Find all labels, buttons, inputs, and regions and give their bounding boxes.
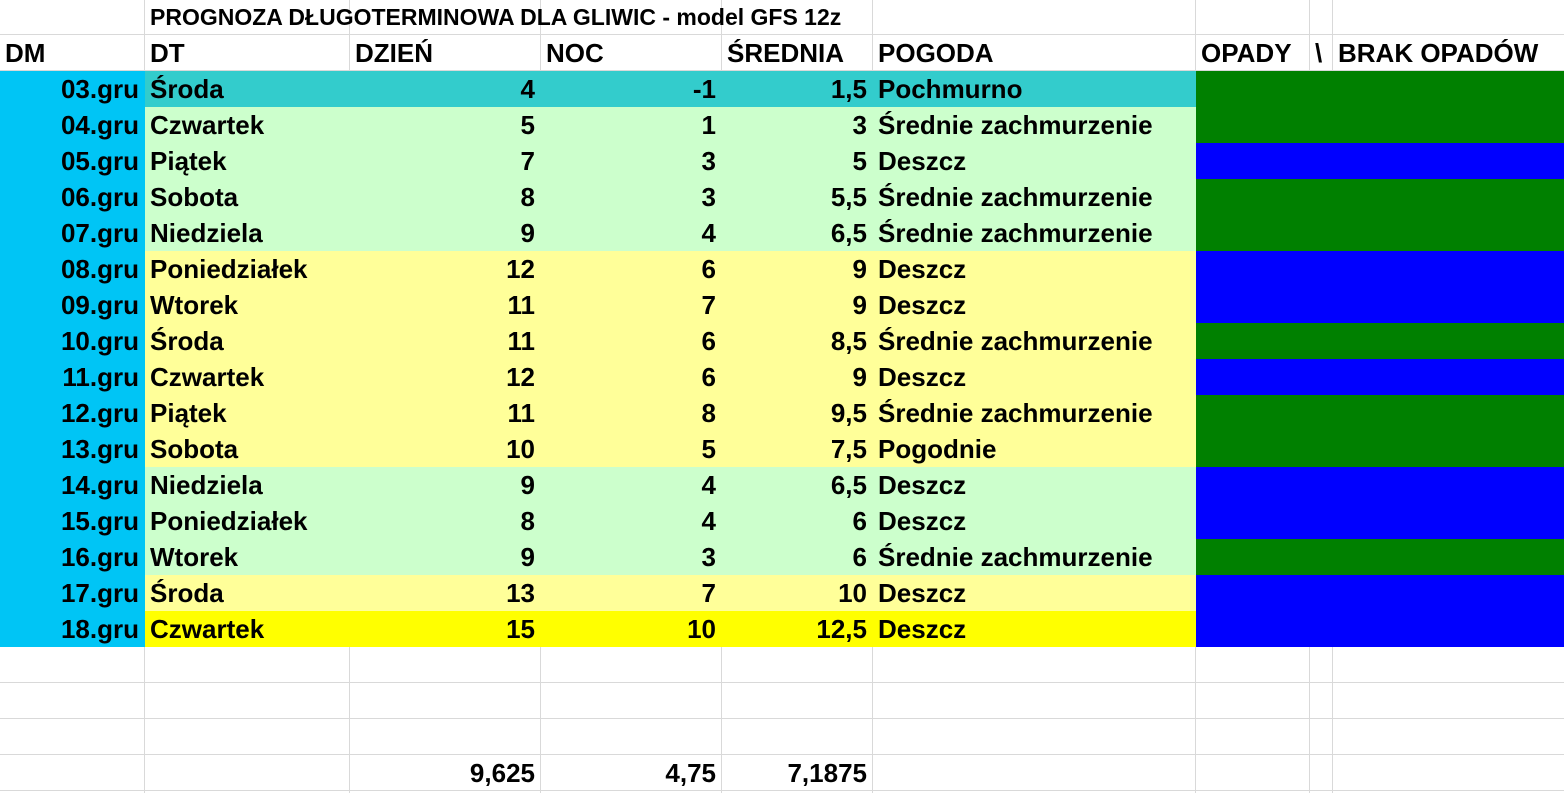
cell-night-temp[interactable]: 4 (701, 505, 716, 536)
cell-day-temp[interactable]: 5 (520, 109, 535, 140)
cell-precip-indicator[interactable] (1196, 575, 1564, 611)
header-no-precip: BRAK OPADÓW (1338, 37, 1539, 68)
cell-day-temp[interactable]: 4 (520, 73, 535, 104)
cell-night-temp[interactable]: 6 (701, 325, 716, 356)
cell-weekday[interactable]: Środa (150, 73, 224, 104)
cell-precip-indicator[interactable] (1196, 179, 1564, 215)
cell-night-temp[interactable]: 7 (701, 289, 716, 320)
header-separator: \ (1315, 37, 1323, 68)
cell-day-temp[interactable]: 11 (507, 397, 535, 428)
cell-day-temp[interactable]: 11 (507, 289, 535, 320)
cell-weather[interactable]: Deszcz (878, 289, 967, 320)
cell-night-temp[interactable]: 6 (701, 361, 716, 392)
cell-precip-indicator[interactable] (1196, 503, 1564, 539)
cell-day-temp[interactable]: 8 (520, 181, 535, 212)
cell-date[interactable]: 09.gru (60, 289, 139, 320)
cell-weekday[interactable]: Czwartek (150, 361, 265, 392)
cell-date[interactable]: 04.gru (60, 109, 139, 140)
cell-date[interactable]: 15.gru (60, 505, 139, 536)
cell-avg-temp[interactable]: 7,5 (830, 433, 867, 464)
cell-date[interactable]: 11.gru (62, 361, 139, 392)
cell-night-temp[interactable]: 7 (701, 577, 716, 608)
cell-weekday[interactable]: Piątek (150, 145, 227, 176)
cell-date[interactable]: 14.gru (60, 469, 139, 500)
cell-weekday[interactable]: Wtorek (150, 541, 239, 572)
gridline-horizontal (0, 718, 1564, 719)
cell-weather[interactable]: Średnie zachmurzenie (878, 217, 1153, 248)
cell-avg-temp[interactable]: 6 (852, 505, 867, 536)
total-day-avg[interactable]: 9,625 (469, 757, 535, 788)
cell-day-temp[interactable]: 15 (506, 613, 535, 644)
cell-weather[interactable]: Średnie zachmurzenie (878, 541, 1153, 572)
cell-weekday[interactable]: Środa (150, 325, 224, 356)
cell-night-temp[interactable]: 6 (701, 253, 716, 284)
cell-avg-temp[interactable]: 10 (838, 577, 867, 608)
cell-night-temp[interactable]: 3 (701, 145, 716, 176)
cell-precip-indicator[interactable] (1196, 71, 1564, 107)
cell-precip-indicator[interactable] (1196, 215, 1564, 251)
cell-avg-temp[interactable]: 12,5 (816, 613, 867, 644)
cell-weekday[interactable]: Poniedziałek (150, 505, 308, 536)
cell-avg-temp[interactable]: 9,5 (830, 397, 867, 428)
header-avg: ŚREDNIA (727, 37, 845, 68)
cell-day-temp[interactable]: 9 (520, 217, 535, 248)
cell-weather[interactable]: Pochmurno (878, 73, 1023, 104)
cell-weekday[interactable]: Czwartek (150, 109, 265, 140)
cell-night-temp[interactable]: 4 (701, 469, 716, 500)
total-night-avg[interactable]: 4,75 (665, 757, 716, 788)
cell-precip-indicator[interactable] (1196, 143, 1564, 179)
cell-avg-temp[interactable]: 9 (852, 253, 867, 284)
cell-weather[interactable]: Deszcz (878, 361, 967, 392)
cell-day-temp[interactable]: 8 (520, 505, 535, 536)
cell-avg-temp[interactable]: 6 (852, 541, 867, 572)
cell-weekday[interactable]: Niedziela (150, 217, 263, 248)
header-dm: DM (5, 37, 46, 68)
cell-weather[interactable]: Średnie zachmurzenie (878, 181, 1153, 212)
cell-date[interactable]: 07.gru (60, 217, 139, 248)
cell-avg-temp[interactable]: 5 (852, 145, 867, 176)
cell-weekday[interactable]: Piątek (150, 397, 227, 428)
cell-date[interactable]: 03.gru (60, 73, 139, 104)
cell-weekday[interactable]: Sobota (150, 433, 239, 464)
cell-date[interactable]: 05.gru (60, 145, 139, 176)
cell-precip-indicator[interactable] (1196, 287, 1564, 323)
cell-day-temp[interactable]: 10 (506, 433, 535, 464)
cell-night-temp[interactable]: 3 (701, 541, 716, 572)
cell-night-temp[interactable]: 10 (687, 613, 716, 644)
cell-weather[interactable]: Pogodnie (878, 433, 997, 464)
sheet-title: PROGNOZA DŁUGOTERMINOWA DLA GLIWIC - model GFS 12z (150, 4, 842, 30)
header-day: DZIEŃ (355, 37, 433, 68)
cell-weather[interactable]: Deszcz (878, 613, 967, 644)
cell-avg-temp[interactable]: 6,5 (830, 469, 867, 500)
total-overall-avg[interactable]: 7,1875 (787, 757, 867, 788)
cell-weekday[interactable]: Czwartek (150, 613, 265, 644)
cell-weekday[interactable]: Niedziela (150, 469, 263, 500)
cell-weather[interactable]: Średnie zachmurzenie (878, 325, 1153, 356)
cell-day-temp[interactable]: 12 (506, 361, 535, 392)
cell-night-temp[interactable]: -1 (692, 73, 716, 104)
header-night: NOC (546, 37, 604, 68)
cell-avg-temp[interactable]: 9 (852, 361, 867, 392)
cell-precip-indicator[interactable] (1196, 323, 1564, 359)
cell-date[interactable]: 08.gru (60, 253, 139, 284)
cell-avg-temp[interactable]: 5,5 (830, 181, 867, 212)
cell-day-temp[interactable]: 9 (520, 541, 535, 572)
cell-weather[interactable]: Średnie zachmurzenie (878, 397, 1153, 428)
cell-avg-temp[interactable]: 8,5 (830, 325, 867, 356)
cell-weekday[interactable]: Środa (150, 577, 224, 608)
cell-weekday[interactable]: Wtorek (150, 289, 239, 320)
cell-precip-indicator[interactable] (1196, 431, 1564, 467)
cell-precip-indicator[interactable] (1196, 539, 1564, 575)
cell-weekday[interactable]: Poniedziałek (150, 253, 308, 284)
cell-day-temp[interactable]: 9 (520, 469, 535, 500)
cell-day-temp[interactable]: 11 (507, 325, 535, 356)
cell-date[interactable]: 16.gru (60, 541, 139, 572)
cell-night-temp[interactable]: 3 (701, 181, 716, 212)
cell-date[interactable]: 06.gru (60, 181, 139, 212)
cell-date[interactable]: 18.gru (60, 613, 139, 644)
cell-night-temp[interactable]: 8 (701, 397, 716, 428)
cell-precip-indicator[interactable] (1196, 611, 1564, 647)
cell-avg-temp[interactable]: 9 (852, 289, 867, 320)
cell-weather[interactable]: Deszcz (878, 145, 967, 176)
header-dt: DT (150, 37, 185, 68)
cell-weather[interactable]: Deszcz (878, 577, 967, 608)
cell-precip-indicator[interactable] (1196, 107, 1564, 143)
header-precip: OPADY (1201, 37, 1292, 68)
cell-avg-temp[interactable]: 6,5 (830, 217, 867, 248)
cell-precip-indicator[interactable] (1196, 251, 1564, 287)
cell-date[interactable]: 12.gru (60, 397, 139, 428)
cell-precip-indicator[interactable] (1196, 467, 1564, 503)
gridline-horizontal (0, 682, 1564, 683)
cell-date[interactable]: 13.gru (60, 433, 139, 464)
cell-weather[interactable]: Średnie zachmurzenie (878, 109, 1153, 140)
cell-weather[interactable]: Deszcz (878, 505, 967, 536)
cell-day-temp[interactable]: 7 (520, 145, 535, 176)
cell-day-temp[interactable]: 13 (506, 577, 535, 608)
cell-precip-indicator[interactable] (1196, 395, 1564, 431)
cell-day-temp[interactable]: 12 (506, 253, 535, 284)
cell-avg-temp[interactable]: 3 (852, 109, 867, 140)
cell-weather[interactable]: Deszcz (878, 469, 967, 500)
cell-precip-indicator[interactable] (1196, 359, 1564, 395)
cell-night-temp[interactable]: 4 (701, 217, 716, 248)
cell-date[interactable]: 17.gru (60, 577, 139, 608)
cell-date[interactable]: 10.gru (60, 325, 139, 356)
cell-weather[interactable]: Deszcz (878, 253, 967, 284)
header-weather: POGODA (878, 37, 994, 68)
cell-night-temp[interactable]: 1 (701, 109, 716, 140)
cell-avg-temp[interactable]: 1,5 (830, 73, 867, 104)
cell-night-temp[interactable]: 5 (701, 433, 716, 464)
cell-weekday[interactable]: Sobota (150, 181, 239, 212)
